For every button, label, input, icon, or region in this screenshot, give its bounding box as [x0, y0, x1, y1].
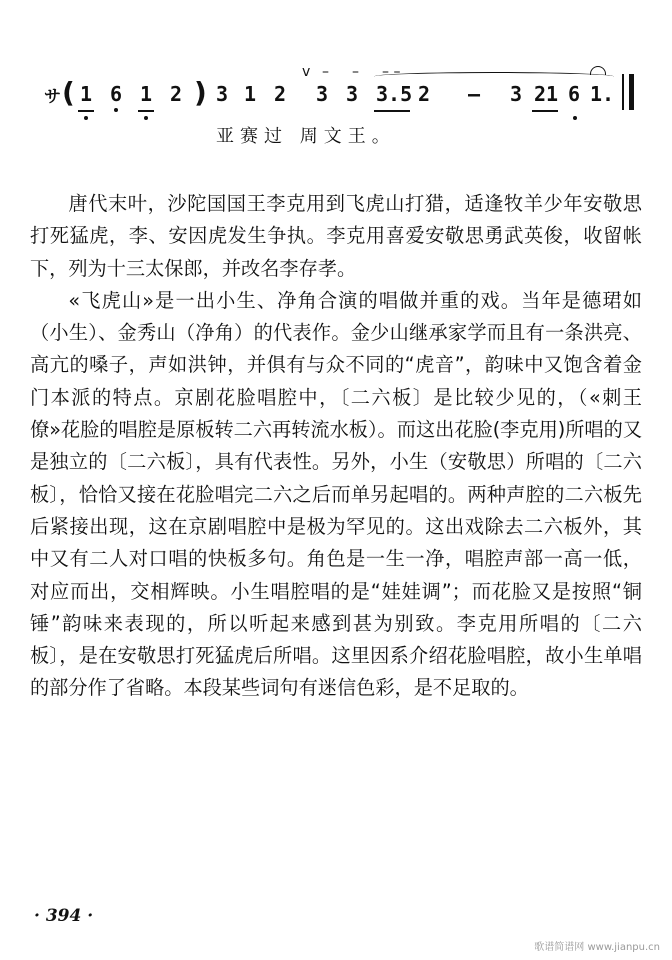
slur-arc: [374, 72, 614, 81]
intro-note: 2: [170, 82, 183, 106]
melody-note: 2: [274, 82, 287, 106]
description-text: [30, 188, 642, 705]
melody-note: 2: [418, 82, 431, 106]
melody-note: 1.: [590, 82, 615, 106]
melody-note: 6: [568, 82, 581, 106]
low-octave-dot: [573, 116, 577, 120]
intro-note: 1: [140, 82, 153, 106]
melody-note: 21: [534, 82, 559, 106]
melody-note: 3: [346, 82, 359, 106]
paragraph-commentary: «飞虎山»是一出小生、净角合演的唱做并重的戏。当年是德珺如（小生）、金秀山（净角）的代表作。金少山继承家学而且有一条洪亮、高亢的嗓子，声如洪钟，并俱有与众不同的“虎音”，韵味中又饱含着金门本派的特点。京剧花脸唱腔中，〔二六板〕是比较少见的，（«刺王僚»花脸的唱腔是原板转二六再转流水板）。而这出花脸(李克用)所唱的又是独立的〔二六板〕，具有代表性。另外，小生（安敬思）所唱的〔二六板〕，恰恰又接在花脸唱完二六之后而单另起唱的。两种声腔的二六板先后紧接出现，这在京剧唱腔中是极为罕见的。这出戏除去二六板外，其中又有二人对口唱的快板多句。角色是一生一净，唱腔声部一高一低，对应而出，交相辉映。小生唱腔唱的是“娃娃调”；而花脸又是按照“铜锤”韵味来表现的，所以听起来感到甚为别致。李克用所唱的〔二六板〕，是在安敬思打死猛虎后所唱。这里因系介绍花脸唱腔，故小生单唱的部分作了省略。本段某些词句有迷信色彩，是不足取的。: [30, 288, 642, 700]
tempo-mark: サ: [44, 87, 61, 107]
melody-note: 3.5: [376, 82, 413, 106]
lyrics-line: 亚赛过 周文王。: [216, 126, 396, 147]
accent-mark: v: [302, 64, 311, 80]
low-octave-dot: [114, 108, 118, 112]
tenuto-mark: – –: [382, 64, 401, 80]
intro-note: 6: [110, 82, 123, 106]
melody-underline: [532, 110, 558, 112]
intro-underline: [78, 110, 94, 112]
final-barline-thick: [629, 74, 634, 110]
final-barline-thin: [622, 74, 624, 110]
open-paren: (: [62, 76, 75, 109]
paragraph-plot: 唐代末叶，沙陀国国王李克用到飞虎山打猎，适逢牧羊少年安敬思打死猛虎，李、安因虎发生争执。李克用喜爱安敬思勇武英俊，收留帐下，列为十三太保郎，并改名李存孝。: [30, 192, 642, 280]
melody-note: 3: [216, 82, 229, 106]
low-octave-dot: [84, 116, 88, 120]
melody-note: 3: [510, 82, 523, 106]
close-paren: ): [194, 76, 207, 109]
dash-sustain: –: [468, 82, 481, 106]
tenuto-mark: –: [322, 64, 329, 80]
site-watermark: 歌谱简谱网 www.jianpu.cn: [534, 942, 660, 953]
intro-note: 1: [80, 82, 93, 106]
intro-underline: [138, 110, 154, 112]
page-number: · 394 ·: [34, 906, 94, 926]
melody-note: 1: [244, 82, 257, 106]
melody-note: 3: [316, 82, 329, 106]
low-octave-dot: [144, 116, 148, 120]
melody-underline: [374, 110, 410, 112]
tenuto-mark: –: [352, 64, 359, 80]
